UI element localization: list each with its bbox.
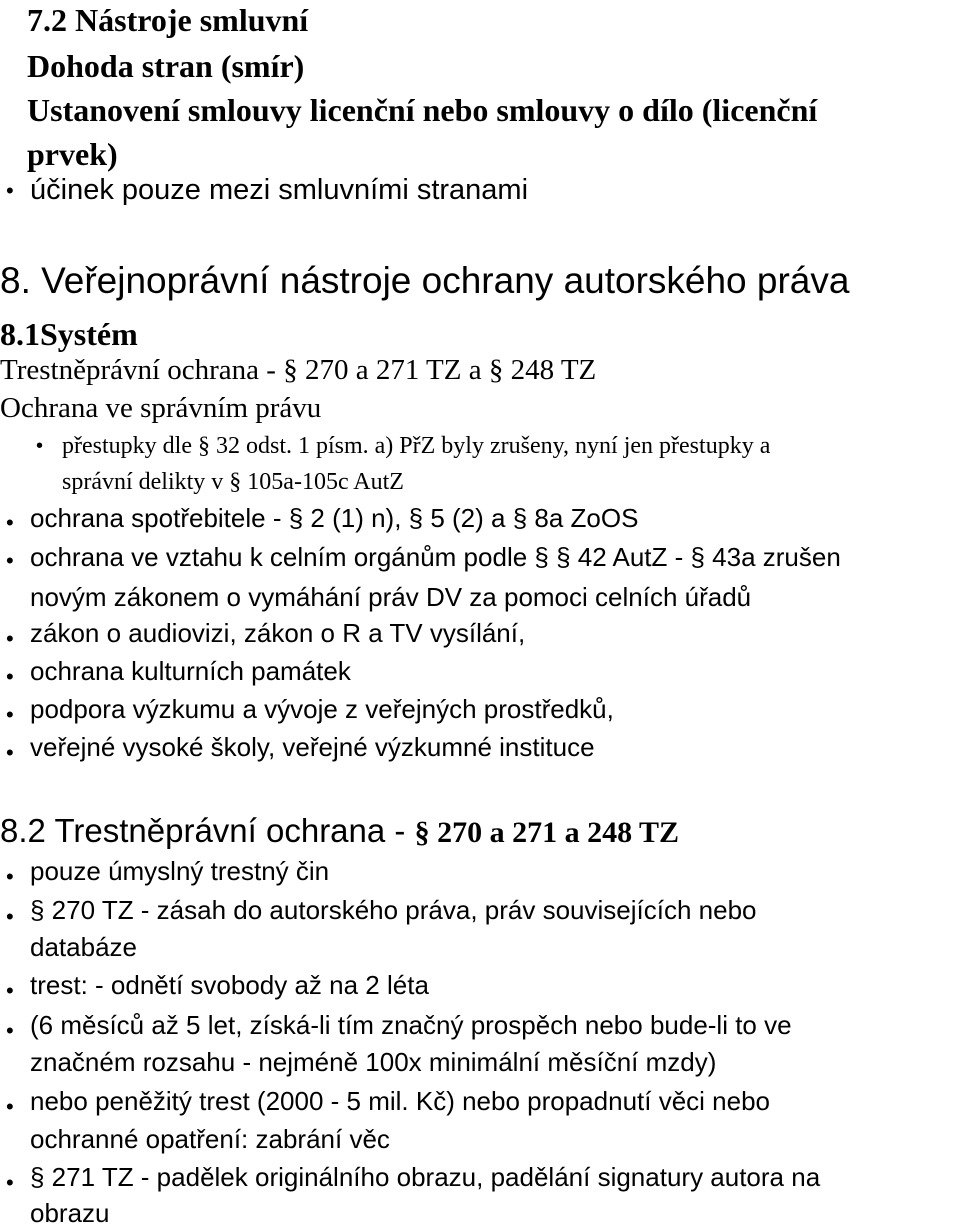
line-270-1: § 270 TZ - zásah do autorského práva, práv souvisejících nebo <box>30 895 757 925</box>
bullet-icon: • <box>36 435 44 457</box>
line-ustanoveni: Ustanovení smlouvy licenční nebo smlouvy o dílo (licenční <box>27 92 818 128</box>
line-ucinek: účinek pouze mezi smluvními stranami <box>30 174 529 206</box>
section-7-2-title: 7.2 Nástroje smluvní <box>27 2 309 38</box>
bullet-icon: • <box>6 1094 14 1119</box>
line-270-2: databáze <box>30 932 137 962</box>
section-8-1-title: 8.1Systém <box>0 316 138 352</box>
line-prvek: prvek) <box>27 136 118 172</box>
bullet-icon: • <box>6 740 14 765</box>
bullet-icon: • <box>6 702 14 727</box>
bullet-icon: • <box>6 1018 14 1043</box>
trest-label: Trestněprávní ochrana - <box>0 354 284 386</box>
bullet-celni-2: novým zákonem o vymáhání práv DV za pomoci celních úřadů <box>30 582 752 612</box>
trest-refs: § 270 a 271 TZ a § 248 TZ <box>283 354 597 386</box>
line-trestnepravni <box>0 356 596 385</box>
line-mesicu-1: (6 měsíců až 5 let, získá-li tím značný prospěch nebo bude-li to ve <box>30 1010 792 1040</box>
sub-bullet-line-1: přestupky dle § 32 odst. 1 písm. a) PřZ byly zrušeny, nyní jen přestupky a <box>62 433 771 459</box>
bullet-icon: • <box>6 178 14 203</box>
bullet-pamatky: ochrana kulturních památek <box>30 656 351 686</box>
line-dohoda: Dohoda stran (smír) <box>27 48 305 84</box>
bullet-skoly: veřejné vysoké školy, veřejné výzkumné instituce <box>30 732 595 762</box>
bullet-vyzkum: podpora výzkumu a vývoje z veřejných prostředků, <box>30 694 614 724</box>
line-penezity-2: ochranné opatření: zabrání věc <box>30 1124 390 1154</box>
sub-bullet-line-2: správní delikty v § 105a-105c AutZ <box>62 469 404 495</box>
line-umyslny: pouze úmyslný trestný čin <box>30 856 330 886</box>
section-8-2-title-b: § 270 a 271 a 248 TZ <box>414 816 680 849</box>
bullet-icon: • <box>6 864 14 889</box>
line-penezity-1: nebo peněžitý trest (2000 - 5 mil. Kč) nebo propadnutí věci nebo <box>30 1086 770 1116</box>
line-271-2: obrazu <box>30 1198 110 1228</box>
section-8-title: 8. Veřejnoprávní nástroje ochrany autorského práva <box>0 260 850 301</box>
bullet-icon: • <box>6 510 14 535</box>
line-mesicu-2: značném rozsahu - nejméně 100x minimální měsíční mzdy) <box>30 1047 717 1077</box>
bullet-spotrebitel: ochrana spotřebitele - § 2 (1) n), § 5 (2) a § 8a ZoOS <box>30 503 639 533</box>
bullet-icon: • <box>6 904 14 929</box>
bullet-icon: • <box>6 626 14 651</box>
line-spravni: Ochrana ve správním právu <box>0 392 322 424</box>
bullet-icon: • <box>6 548 14 573</box>
bullet-icon: • <box>6 1170 14 1195</box>
section-8-2-title-a: 8.2 Trestněprávní ochrana - <box>0 812 415 849</box>
bullet-icon: • <box>6 664 14 689</box>
line-271-1: § 271 TZ - padělek originálního obrazu, padělání signatury autora na <box>30 1162 821 1192</box>
bullet-audiovize: zákon o audiovizi, zákon o R a TV vysílání, <box>30 618 526 648</box>
section-8-2-title <box>0 814 679 848</box>
line-trest: trest: - odnětí svobody až na 2 léta <box>30 970 429 1000</box>
bullet-celni-1: ochrana ve vztahu k celním orgánům podle § § 42 AutZ - § 43a zrušen <box>30 542 841 572</box>
bullet-icon: • <box>6 978 14 1003</box>
